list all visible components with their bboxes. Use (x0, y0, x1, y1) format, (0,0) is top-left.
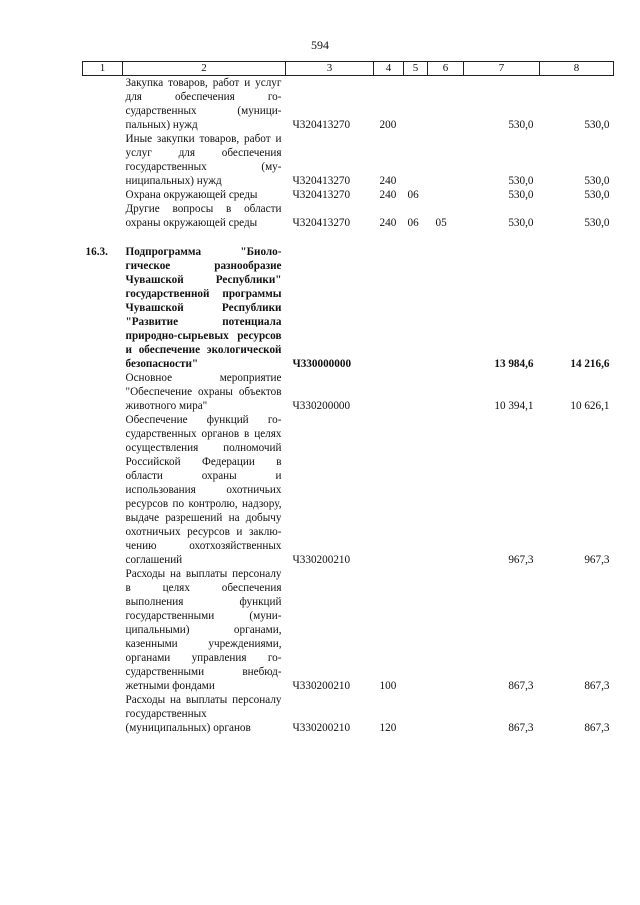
col-header-3: 3 (286, 62, 374, 76)
table-row (83, 567, 614, 693)
subsection-code (428, 371, 464, 413)
amount-year-2: 530,0 (584, 217, 610, 229)
section-code (404, 132, 428, 188)
row-number (83, 413, 123, 567)
target-article-code: Ч320413270 (292, 119, 351, 131)
row-number (83, 693, 123, 735)
col-header-4: 4 (374, 62, 404, 76)
target-article-code: Ч330200000 (292, 400, 351, 412)
subsection-code (428, 245, 464, 371)
row-number: 16.3. (85, 246, 108, 258)
row-spacer-cell (83, 230, 614, 245)
col-header-7: 7 (464, 62, 540, 76)
subsection-code (428, 413, 464, 567)
row-name: Другие вопросы в области охраны окружающей среды (125, 203, 282, 229)
row-name: Основное мероприятие "Обеспечение охраны объектов животного мира" (125, 372, 282, 412)
expense-type-code (374, 371, 404, 413)
row-name: Иные закупки товаров, работ и услуг для обеспечения государственных (муниципальных) нужд (125, 133, 282, 187)
target-article-code: Ч330200210 (292, 722, 351, 734)
budget-table (82, 61, 614, 735)
amount-year-1: 967,3 (508, 554, 534, 566)
amount-year-2: 867,3 (584, 722, 610, 734)
table-row (83, 371, 614, 413)
section-code: 06 (407, 189, 419, 201)
header-row (83, 62, 614, 76)
col-header-2: 2 (123, 62, 286, 76)
amount-year-1: 13 984,6 (494, 358, 534, 370)
expense-type-code (374, 245, 404, 371)
table-row (83, 245, 614, 371)
subsection-code: 05 (435, 217, 447, 229)
row-spacer (83, 230, 614, 245)
amount-year-2: 530,0 (584, 189, 610, 201)
col-header-1: 1 (83, 62, 123, 76)
subsection-code (428, 132, 464, 188)
row-number (83, 188, 123, 202)
amount-year-2: 530,0 (584, 119, 610, 131)
section-code (404, 245, 428, 371)
subsection-code (428, 693, 464, 735)
target-article-code: Ч320413270 (292, 189, 351, 201)
amount-year-1: 867,3 (508, 680, 534, 692)
amount-year-2: 10 626,1 (570, 400, 610, 412)
table-body (83, 76, 614, 736)
expense-type-code: 200 (379, 119, 397, 131)
expense-type-code: 240 (379, 189, 397, 201)
row-number (83, 567, 123, 693)
col-header-8: 8 (540, 62, 614, 76)
amount-year-2: 967,3 (584, 554, 610, 566)
section-code (404, 693, 428, 735)
row-name: Подпрограмма "Биологическое разнообразие Чувашской Республики" государственной программы Чувашской Республики "Развитие потенциала природно-сырьевых ресурсов и обеспечение экологической безопасности" (125, 246, 282, 370)
expense-type-code: 100 (379, 680, 397, 692)
target-article-code: Ч320413270 (292, 217, 351, 229)
expense-type-code: 240 (379, 217, 397, 229)
row-name: Расходы на выплаты персоналу государственных (муниципальных) органов (125, 694, 282, 734)
page-number: 594 (311, 38, 329, 52)
table-row (83, 188, 614, 202)
subsection-code (428, 567, 464, 693)
expense-type-code (374, 413, 404, 567)
row-number (83, 371, 123, 413)
table-row (83, 202, 614, 230)
subsection-code (428, 76, 464, 133)
amount-year-2: 867,3 (584, 680, 610, 692)
amount-year-1: 867,3 (508, 722, 534, 734)
col-header-6: 6 (428, 62, 464, 76)
section-code (404, 567, 428, 693)
table-row (83, 693, 614, 735)
target-article-code: Ч330200210 (292, 554, 351, 566)
target-article-code: Ч330000000 (292, 358, 352, 370)
section-code (404, 76, 428, 133)
row-name: Охрана окружающей среды (125, 189, 258, 201)
subsection-code (428, 188, 464, 202)
row-name: Обеспечение функций государственных органов в целях осуществления полномочий Российской Федерации в области охраны и использования охотничьих ресурсов по контролю, надзору, выдаче разрешений на добычу охотничьих ресурсов и заключению охотхозяйственных соглашений (125, 414, 282, 566)
section-code: 06 (407, 217, 419, 229)
table-row (83, 132, 614, 188)
section-code (404, 413, 428, 567)
amount-year-2: 530,0 (584, 175, 610, 187)
amount-year-1: 530,0 (508, 119, 534, 131)
table-row (83, 76, 614, 133)
table-row (83, 413, 614, 567)
section-code (404, 371, 428, 413)
row-number (83, 132, 123, 188)
expense-type-code: 120 (379, 722, 397, 734)
amount-year-2: 14 216,6 (570, 358, 610, 370)
amount-year-1: 530,0 (508, 175, 534, 187)
amount-year-1: 10 394,1 (494, 400, 534, 412)
row-name: Расходы на выплаты персоналу в целях обеспечения выполнения функций государственными (муниципальными) органами, казенными учреждениями, органами управления государственными внебюджетными фондами (125, 568, 282, 692)
target-article-code: Ч330200210 (292, 680, 351, 692)
row-name: Закупка товаров, работ и услуг для обеспечения государственных (муниципальных) нужд (125, 77, 282, 131)
target-article-code: Ч320413270 (292, 175, 351, 187)
expense-type-code: 240 (379, 175, 397, 187)
row-number (83, 202, 123, 230)
amount-year-1: 530,0 (508, 189, 534, 201)
amount-year-1: 530,0 (508, 217, 534, 229)
row-number (83, 76, 123, 133)
col-header-5: 5 (404, 62, 428, 76)
